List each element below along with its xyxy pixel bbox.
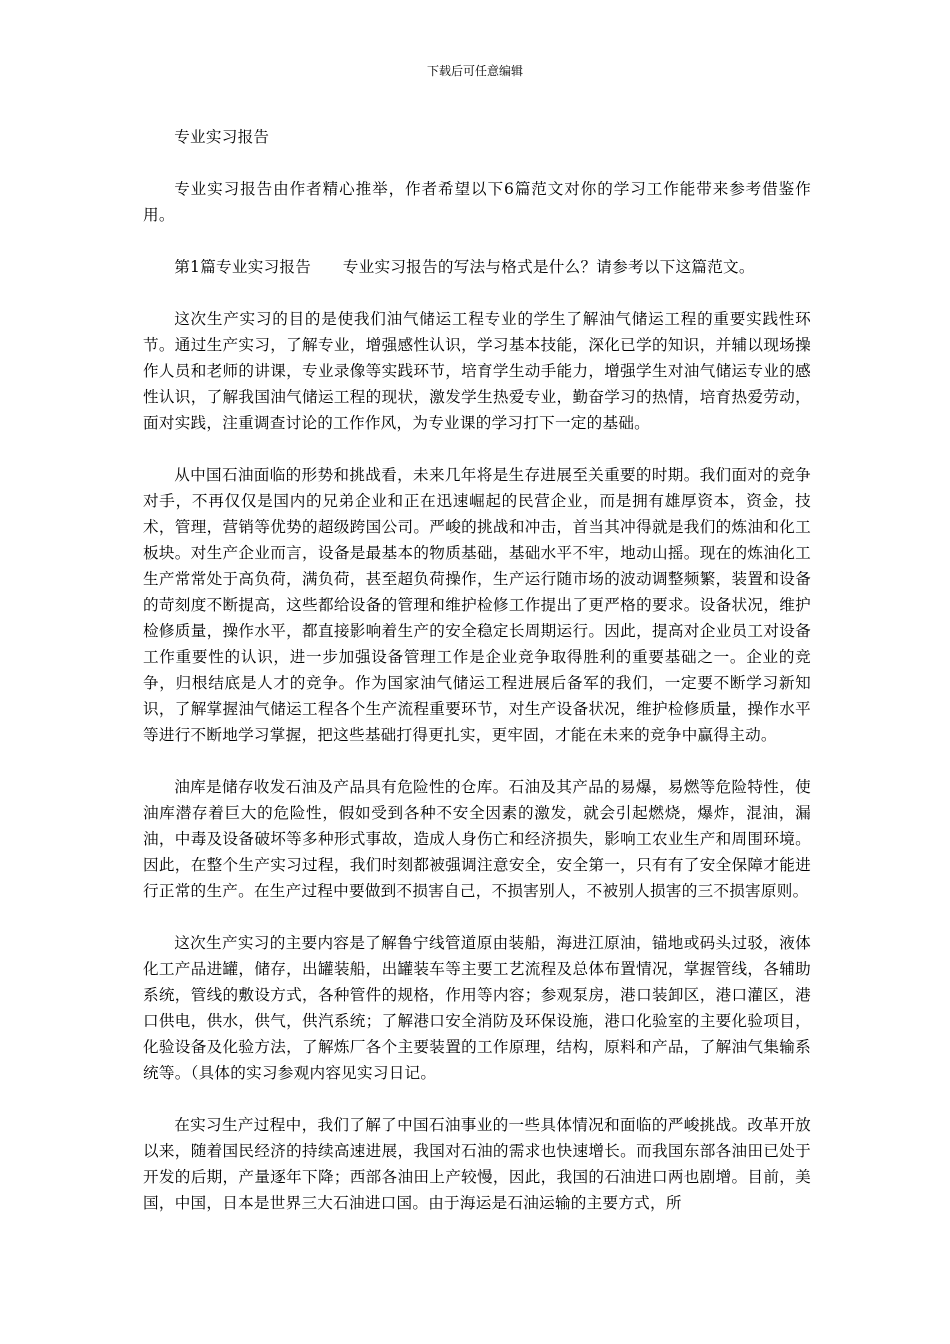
- body-paragraph: 油库是储存收发石油及产品具有危险性的仓库。石油及其产品的易爆，易燃等危险特性，使油库潜存着巨大的危险性，假如受到各种不安全因素的激发，就会引起燃烧，爆炸，混油，漏油，中毒及设备破坏等多种形式事故，造成人身伤亡和经济损失，影响工农业生产和周围环境。因此，在整个生产实习过程，我们时刻都被强调注意安全，安全第一，只有有了安全保障才能进行正常的生产。在生产过程中要做到不损害自己，不损害别人，不被别人损害的三不损害原则。: [143, 778, 811, 900]
- section-heading: 第1篇专业实习报告 专业实习报告的写法与格式是什么？请参考以下这篇范文。: [174, 258, 755, 276]
- body-paragraph: 从中国石油面临的形势和挑战看，未来几年将是生存进展至关重要的时期。我们面对的竞争对手，不再仅仅是国内的兄弟企业和正在迅速崛起的民营企业，而是拥有雄厚资本，资金，技术，管理，营销等优势的超级跨国公司。严峻的挑战和冲击，首当其冲得就是我们的炼油和化工板块。对生产企业而言，设备是最基本的物质基础，基础水平不牢，地动山摇。现在的炼油化工生产常常处于高负荷，满负荷，甚至超负荷操作，生产运行随市场的波动调整频繁，装置和设备的苛刻度不断提高，这些都给设备的管理和维护检修工作提出了更严格的要求。设备状况，维护检修质量，操作水平，都直接影响着生产的安全稳定长周期运行。因此，提高对企业员工对设备工作重要性的认识，进一步加强设备管理工作是企业竞争取得胜利的重要基础之一。企业的竞争，归根结底是人才的竞争。作为国家油气储运工程进展后备军的我们，一定要不断学习新知识，了解掌握油气储运工程各个生产流程重要环节，对生产设备状况，维护检修质量，操作水平等进行不断地学习掌握，把这些基础打得更扎实，更牢固，才能在未来的竞争中赢得主动。: [143, 466, 811, 744]
- body-paragraph: 在实习生产过程中，我们了解了中国石油事业的一些具体情况和面临的严峻挑战。改革开放以来，随着国民经济的持续高速进展，我国对石油的需求也快速增长。而我国东部各油田已处于开发的后期，产量逐年下降；西部各油田上产较慢，因此，我国的石油进口两也剧增。目前，美国，中国，日本是世界三大石油进口国。由于海运是石油运输的主要方式，所: [143, 1116, 811, 1212]
- page-header-note: 下载后可任意编辑: [426, 64, 523, 78]
- intro-paragraph: 专业实习报告由作者精心推举，作者希望以下6篇范文对你的学习工作能带来参考借鉴作用。: [143, 180, 811, 224]
- document-title: 专业实习报告: [174, 128, 270, 146]
- body-paragraph: 这次生产实习的主要内容是了解鲁宁线管道原由装船，海进江原油，锚地或码头过驳，液体化工产品进罐，储存，出罐装船，出罐装车等主要工艺流程及总体布置情况，掌握管线，各辅助系统，管线的敷设方式，各种管件的规格，作用等内容；参观泵房，港口装卸区，港口灌区，港口供电，供水，供气，供汽系统；了解港口安全消防及环保设施，港口化验室的主要化验项目，化验设备及化验方法，了解炼厂各个主要装置的工作原理，结构，原料和产品，了解油气集输系统等。（具体的实习参观内容见实习日记。: [143, 934, 811, 1082]
- body-paragraph: 这次生产实习的目的是使我们油气储运工程专业的学生了解油气储运工程的重要实践性环节。通过生产实习，了解专业，增强感性认识，学习基本技能，深化已学的知识，并辅以现场操作人员和老师的讲课，专业录像等实践环节，培育学生动手能力，增强学生对油气储运专业的感性认识，了解我国油气储运工程的现状，激发学生热爱专业，勤奋学习的热情，培育热爱劳动，面对实践，注重调查讨论的工作作风，为专业课的学习打下一定的基础。: [143, 310, 811, 432]
- document-body: [143, 124, 811, 1216]
